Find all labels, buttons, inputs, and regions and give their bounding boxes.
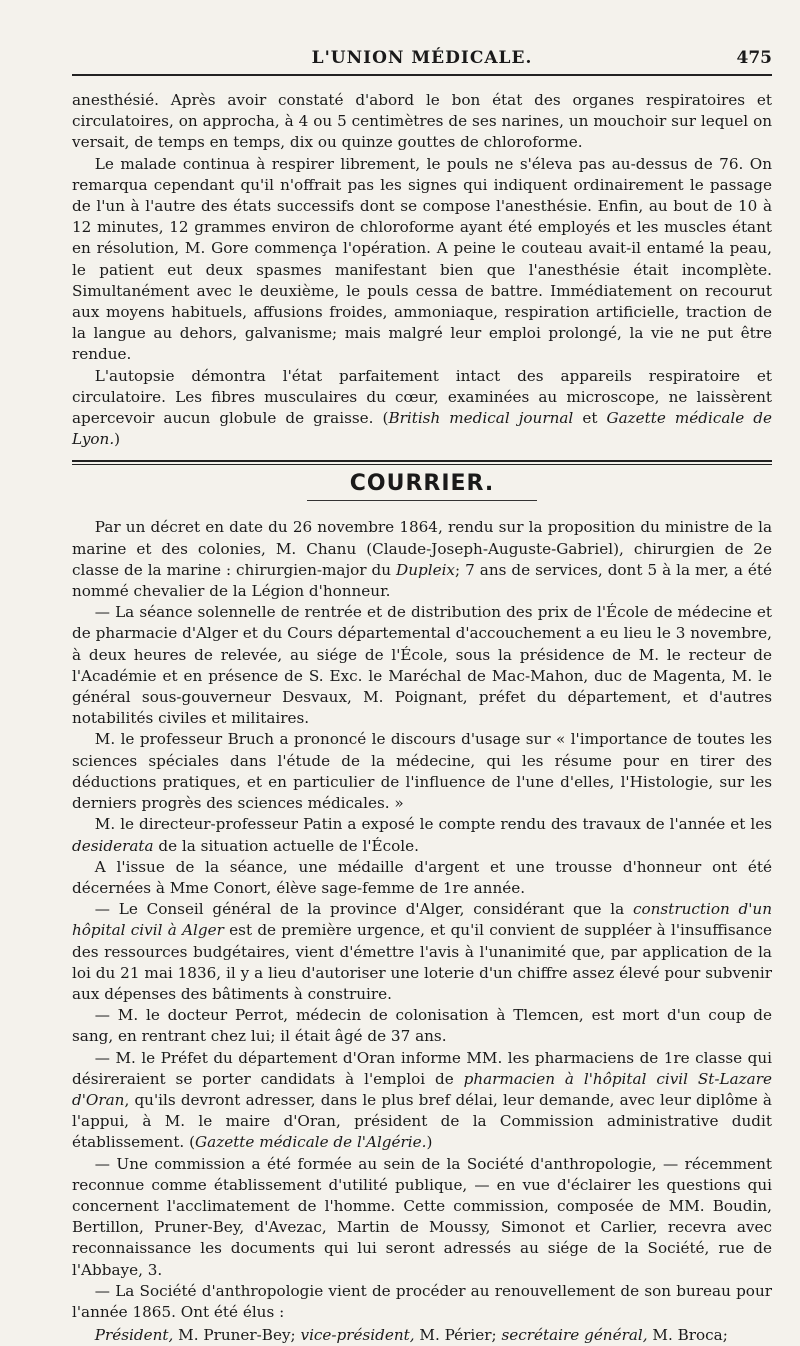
paragraph-text: — M. le Préfet du département d'Oran informe MM. les pharmaciens de 1re classe qui désireraient se porter candidats à l'emploi de	[72, 1048, 772, 1088]
ship-name: Dupleix	[396, 560, 455, 579]
paragraph-text: de la situation actuelle de l'École.	[153, 836, 419, 855]
page-header	[72, 40, 772, 76]
news-item	[72, 899, 772, 1005]
paragraph-text: , qu'ils devront adresser, dans le plus bref délai, leur demande, avec leur diplôme à l'appui, à M. le maire d'Oran, président de la Commission administrative dudit établissement. (	[72, 1090, 772, 1152]
paragraph	[72, 366, 772, 451]
emphasis: construction d'un hôpital civil à Alger	[72, 900, 772, 940]
paragraph-text: Par un décret en date du 26 novembre 1864, rendu sur la proposition du ministre de la marine et des colonies, M. Chanu (Claude-Joseph-Auguste-Gabriel), chirurgien de 2e classe de la marine : chirurgien-major du	[72, 518, 772, 579]
officer-title: vice-président,	[300, 1326, 415, 1345]
courrier-section	[72, 517, 772, 1346]
news-item	[72, 517, 772, 602]
news-item: M. le professeur Bruch a prononcé le discours d'usage sur « l'importance de toutes les sciences spéciales dans l'étude de la médecine, qui les résume pour en tirer des déductions pratiques, et en particulier de l'influence de l'une d'elles, l'Histologie, sur les derniers progrès des sciences médicales. »	[72, 730, 772, 813]
paragraph-text: est de première urgence, et qu'il convient de suppléer à l'insuffisance des ressources budgétaires, vient d'émettre l'avis à l'unanimité que, par application de la loi du 21 mai 1836, il y a lieu d'autoriser une loterie d'un chiffre assez élevé pour subvenir aux dépenses des bâtiments à construire.	[72, 921, 772, 1003]
title-underline	[307, 500, 537, 501]
section-title: COURRIER.	[349, 471, 495, 497]
officer-name: M. Pruner-Bey;	[173, 1326, 301, 1345]
page-number: 475	[736, 48, 772, 68]
paragraph-text: — Le Conseil général de la province d'Alger, considérant que la	[94, 900, 633, 919]
officer-title: secrétaire général,	[501, 1326, 648, 1345]
officers-list	[72, 1325, 772, 1346]
paragraph-text: L'autopsie démontra l'état parfaitement intact des appareils respiratoire et circulatoire. Les fibres musculaires du cœur, examinées au microscope, ne laissèrent apercevoir aucun globule de graisse. (	[72, 366, 772, 428]
article-continuation	[72, 90, 772, 450]
paragraph: anesthésié. Après avoir constaté d'abord le bon état des organes respiratoires et circulatoires, on approcha, à 4 ou 5 centimètres de ses narines, un mouchoir sur lequel on versait, de temps en temps, dix ou quinze gouttes de chloroforme.	[72, 91, 772, 152]
officer-title: Président,	[94, 1326, 174, 1345]
paragraph-text: ; 7 ans de services, dont 5 à la mer, a été nommé chevalier de la Légion d'honneur.	[72, 560, 772, 601]
paragraph: Le malade continua à respirer librement, le pouls ne s'éleva pas au-dessus de 76. On remarqua cependant qu'il n'offrait pas les signes qui indiquent ordinairement le passage de l'un à l'autre des états successifs dont se compose l'anesthésie. Enfin, au bout de 10 à 12 minutes, 12 grammes environ de chloroforme ayant été employés et les muscles étant en résolution, M. Gore commença l'opération. A peine le couteau avait-il entamé la peau, le patient eut deux spasmes manifestant bien que l'anesthésie était incomplète. Simultanément avec le deuxième, le pouls cessa de battre. Immédiatement on recourut aux moyens habituels, affusions froides, ammoniaque, respiration artificielle, traction de la langue au dehors, galvanisme; mais malgré leur emploi prolongé, la vie ne put être rendue.	[72, 154, 772, 364]
officer-name: M. Broca;	[647, 1326, 728, 1345]
source-citation: Gazette médicale de l'Algérie.	[195, 1133, 427, 1152]
emphasis: desiderata	[72, 836, 154, 855]
running-title: L'UNION MÉDICALE.	[311, 48, 533, 68]
news-item: A l'issue de la séance, une médaille d'argent et une trousse d'honneur ont été décernées à Mme Conort, élève sage-femme de 1re année.	[72, 857, 772, 897]
news-item: — La séance solennelle de rentrée et de distribution des prix de l'École de médecine et de pharmacie d'Alger et du Cours départemental d'accouchement a eu lieu le 3 novembre, à deux heures de relevée, au siége de l'École, sous la présidence de M. le recteur de l'Académie et en présence de S. Exc. le Maréchal de Mac-Mahon, duc de Magenta, M. le général sous-gouverneur Desvaux, M. Poignant, préfet du département, et d'autres notabilités civiles et militaires.	[72, 603, 772, 728]
officer-name: M. Périer;	[414, 1326, 502, 1345]
news-item: — La Société d'anthropologie vient de procéder au renouvellement de son bureau pour l'année 1865. Ont été élus :	[72, 1281, 772, 1321]
source-citation: Gazette médicale de Lyon.	[72, 409, 772, 449]
emphasis: pharmacien à l'hôpital civil St-Lazare d'Oran	[72, 1069, 772, 1109]
news-item	[72, 814, 772, 856]
paragraph-text: )	[114, 430, 121, 449]
section-divider	[72, 460, 772, 465]
news-item: — M. le docteur Perrot, médecin de colonisation à Tlemcen, est mort d'un coup de sang, en rentrant chez lui; il était âgé de 37 ans.	[72, 1006, 772, 1046]
news-item	[72, 1048, 772, 1154]
paragraph-text: et	[573, 409, 607, 428]
news-item: — Une commission a été formée au sein de la Société d'anthropologie, — récemment reconnue comme établissement d'utilité publique, — en vue d'éclairer les questions qui concernent l'acclimatement de l'homme. Cette commission, composée de MM. Boudin, Bertillon, Pruner-Bey, d'Avezac, Martin de Moussy, Simonot et Carlier, recevra avec reconnaissance les documents qui lui seront adressés au siége de la Société, rue de l'Abbaye, 3.	[72, 1154, 772, 1279]
source-citation: British medical journal	[388, 409, 574, 428]
paragraph-text: )	[426, 1133, 433, 1152]
paragraph-text: M. le directeur-professeur Patin a exposé le compte rendu des travaux de l'année et les	[94, 815, 772, 834]
